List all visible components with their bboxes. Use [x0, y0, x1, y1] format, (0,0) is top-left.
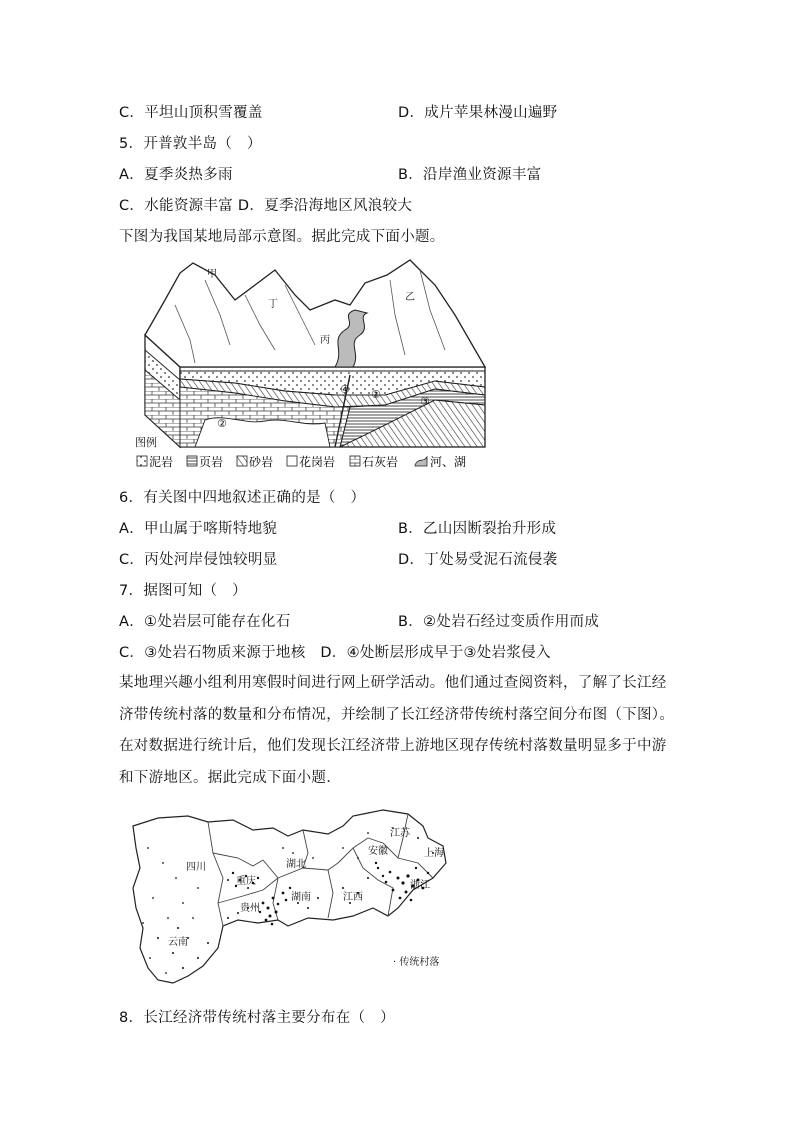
region-hunan: 湖南 — [291, 892, 311, 903]
legend-title: 图例 — [135, 436, 157, 449]
q8-stem: 8．长江经济带传统村落主要分布在（ ） — [119, 1010, 395, 1026]
q6-option-d: D．丁处易受泥石流侵袭 — [398, 552, 558, 568]
q6-option-c: C．丙处河岸侵蚀较明显 — [119, 552, 278, 568]
q6-option-b: B．乙山因断裂抬升形成 — [398, 521, 557, 537]
q7-option-a: A．①处岩层可能存在化石 — [119, 614, 291, 630]
label-1: ① — [371, 388, 381, 401]
q4-option-c: C．平坦山顶积雪覆盖 — [119, 105, 263, 121]
q4-option-d: D．成片苹果林漫山遍野 — [398, 105, 558, 121]
region-guizhou: 贵州 — [240, 903, 260, 914]
geology-legend — [135, 451, 495, 475]
legend-item-limestone: 石灰岩 — [362, 455, 399, 469]
label-3: ③ — [420, 395, 430, 408]
label-2: ② — [217, 417, 227, 430]
q5-stem: 5．开普敦半岛（ ） — [119, 136, 262, 152]
region-jiangsu: 江苏 — [390, 828, 410, 839]
label-yi: 乙 — [405, 292, 415, 303]
yangtze-villages-map — [128, 808, 458, 988]
q6-option-a: A．甲山属于喀斯特地貌 — [119, 521, 278, 537]
q7-option-cd: C．③处岩石物质来源于地核 D．④处断层形成早于③处岩浆侵入 — [119, 645, 551, 661]
q6-stem: 6．有关图中四地叙述正确的是（ ） — [119, 490, 366, 506]
region-sichuan: 四川 — [186, 862, 206, 873]
region-chongqing: 重庆 — [236, 876, 256, 887]
label-ding: 丁 — [268, 299, 278, 310]
region-yunnan: 云南 — [168, 937, 188, 948]
legend-item-river-lake: 河、湖 — [430, 455, 467, 469]
label-bing: 丙 — [320, 335, 330, 346]
intro-paragraph-2: 某地理兴趣小组利用寒假时间进行网上研学活动。他们通过查阅资料，了解了长江经济带传统村落的数量和分布情况，并绘制了长江经济带传统村落空间分布图（下图）。在对数据进行统计后，他们发现长江经济带上游地区现存传统村落数量明显多于中游和下游地区。据此完成下面小题. — [119, 675, 675, 786]
q5-option-b: B．沿岸渔业资源丰富 — [398, 167, 542, 183]
label-4: ④ — [340, 383, 350, 396]
intro-paragraph-1: 下图为我国某地局部示意图。据此完成下面小题。 — [119, 229, 445, 245]
region-zhejiang: 浙江 — [410, 880, 430, 891]
legend-item-granite: 花岗岩 — [299, 455, 336, 469]
q5-option-cd: C．水能资源丰富 D．夏季沿海地区风浪较大 — [119, 198, 413, 214]
label-jia: 甲 — [207, 269, 217, 280]
geology-block-diagram — [135, 255, 497, 450]
q7-option-b: B．②处岩石经过变质作用而成 — [398, 614, 600, 630]
region-hubei: 湖北 — [286, 859, 306, 870]
legend-item-mudstone: 泥岩 — [149, 455, 174, 469]
region-jiangxi: 江西 — [343, 892, 363, 903]
q5-option-a: A．夏季炎热多雨 — [119, 167, 233, 183]
legend-item-sandstone: 砂岩 — [249, 455, 274, 469]
map-legend: · 传统村落 — [393, 957, 440, 968]
legend-item-shale: 页岩 — [199, 455, 224, 469]
region-shanghai: 上海 — [424, 848, 444, 859]
region-anhui: 安徽 — [368, 846, 388, 857]
q7-stem: 7．据图可知（ ） — [119, 583, 247, 599]
